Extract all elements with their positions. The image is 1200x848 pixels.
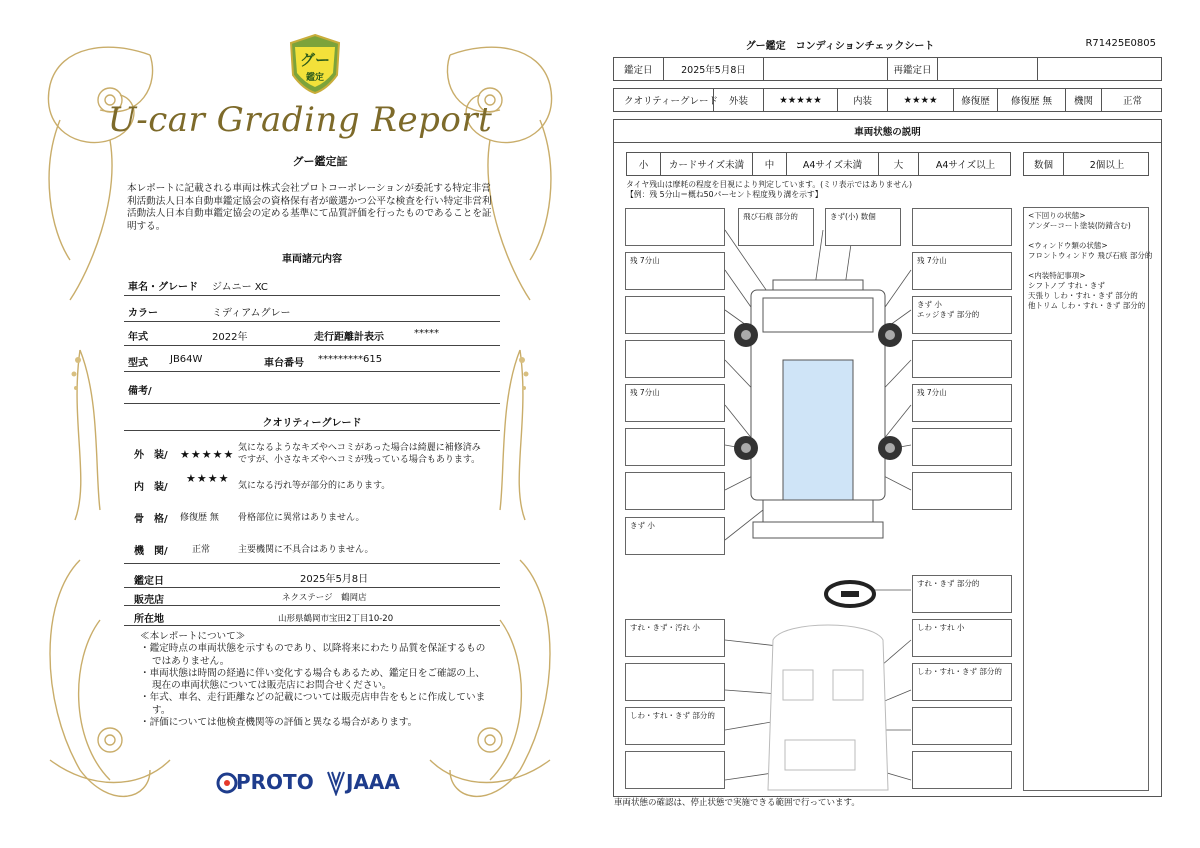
model-value: JB64W — [170, 354, 203, 365]
shop-value: ネクステージ 鶴岡店 — [282, 593, 367, 603]
address-value: 山形県鶴岡市宝田2丁目10-20 — [278, 614, 394, 624]
count-legend — [1023, 152, 1149, 176]
repair-value: 修復歴 無 — [998, 89, 1066, 111]
label-box-blank — [912, 428, 1012, 466]
interior-title: <内装特記事項> — [1028, 271, 1086, 280]
color-label: カラー — [128, 308, 158, 319]
label-box-blank — [625, 340, 725, 378]
size-large-desc: A4サイズ以上 — [935, 160, 996, 171]
label-tire-rr: 残 7分山 — [912, 384, 1012, 422]
label-seat-l: すれ・きず・汚れ 小 — [625, 619, 725, 657]
name-value: ジムニー XC — [212, 282, 268, 293]
notes-title: ≪本レポートについて≫ — [140, 631, 246, 642]
label-box-blank — [625, 428, 725, 466]
interior-stars: ★★★★ — [888, 89, 954, 111]
quality-frame-row — [124, 502, 500, 532]
count-desc: 2個以上 — [1089, 160, 1125, 171]
engine-value: 正常 — [1122, 96, 1142, 107]
label-scratch-edge — [912, 296, 1012, 334]
spec-row-model — [124, 346, 500, 372]
sheet-footer-note: 車両状態の確認は、停止状態で実施できる範囲で行っています。 — [614, 798, 860, 808]
appraisal-date-value: 2025年5月8日 — [300, 574, 369, 585]
size-medium-desc: A4サイズ未満 — [787, 153, 879, 175]
label-box-blank — [625, 751, 725, 789]
appraisal-date-label: 鑑定日 — [134, 576, 164, 587]
engine-value: 正常 — [192, 545, 211, 555]
interior-label: 内 装/ — [134, 482, 168, 493]
label-box-blank — [625, 472, 725, 510]
exterior-label: 外 装/ — [134, 450, 168, 461]
size-small: 小 — [627, 153, 661, 175]
name-label: 車名・グレード — [128, 282, 198, 293]
badge-top-text: グー — [299, 51, 331, 69]
report-title: U-car Grading Report — [107, 100, 493, 140]
label-tire-rl: 残 7分山 — [625, 384, 725, 422]
spec-row-color — [124, 296, 500, 322]
tire-note-2: 【例：残 5分山＝概ね50パーセント程度残り溝を示す】 — [626, 190, 823, 199]
size-medium: 中 — [753, 153, 787, 175]
label-scratch-edge-1: きず 小 — [917, 300, 942, 309]
chassis-label: 車台番号 — [264, 358, 304, 369]
report-notes — [140, 631, 490, 729]
goo-appraisal-badge — [287, 33, 343, 95]
label-box-blank — [912, 208, 1012, 246]
interior-label: 内装 — [838, 89, 888, 111]
model-label: 型式 — [128, 358, 148, 369]
note-item: ・年式、車名、走行距離などの記載については販売店申告をもとに作成しています。 — [140, 692, 486, 716]
label-steering: すれ・きず 部分的 — [912, 575, 1012, 613]
mileage-value: ***** — [414, 328, 439, 339]
jaaa-logo: JAAA — [346, 770, 400, 794]
label-tire-fl: 残 7分山 — [625, 252, 725, 290]
quality-interior-row — [124, 468, 500, 498]
label-scratch-edge-2: エッジきず 部分的 — [917, 310, 980, 319]
address-row — [124, 606, 500, 626]
exterior-stars: ★★★★★ — [180, 448, 235, 461]
chassis-value: *********615 — [318, 354, 383, 365]
date-header-row — [613, 57, 1162, 81]
engine-label: 機 関/ — [134, 546, 168, 557]
size-legend — [626, 152, 1011, 176]
remarks-label: 備考/ — [128, 386, 152, 397]
window-title: <ウィンドウ類の状態> — [1028, 241, 1108, 250]
spec-row-year — [124, 322, 500, 346]
count-label: 数個 — [1024, 153, 1064, 175]
label-seat-r: しわ・すれ 小 — [912, 619, 1012, 657]
jaaa-logo-icon — [326, 770, 346, 796]
mileage-label: 走行距離計表示 — [314, 332, 384, 343]
label-box-blank — [625, 296, 725, 334]
frame-value: 修復歴 無 — [180, 513, 219, 523]
interior-text: 気になる汚れ等が部分的にあります。 — [238, 481, 391, 491]
frame-label: 骨 格/ — [134, 514, 168, 525]
interior-note-3: 他トリム しわ・すれ・きず 部分的 — [1028, 301, 1146, 310]
label-scratch-rear: きず 小 — [625, 517, 725, 555]
note-item: ・車両状態は時間の経過に伴い変化する場合もあるため、鑑定日をご確認の上、現在の車両状態については販売店にお問合せください。 — [140, 667, 485, 692]
certificate-text: 本レポートに記載される車両は株式会社プロトコーポレーションが委託する特定非営利活動法人日本自動車鑑定協会の資格保有者が厳選かつ公平な検査を行い特定非営利活動法人日本自動車鑑定協会の定める基準にて品質評価を行ったものであることを証明する。 — [127, 183, 492, 232]
grade-header-row — [613, 88, 1162, 112]
reappraisal-label: 再鑑定日 — [888, 58, 938, 80]
date-blank — [764, 58, 888, 80]
label-box-blank — [912, 472, 1012, 510]
label-floor-l: しわ・すれ・きず 部分的 — [625, 707, 725, 745]
repair-label: 修復歴 — [954, 89, 998, 111]
spec-row-remarks — [124, 372, 500, 404]
spec-heading: 車両諸元内容 — [282, 254, 342, 265]
reappraisal-blank — [1038, 58, 1163, 80]
shop-row — [124, 588, 500, 606]
interior-note-1: シフトノブ すれ・きず — [1028, 281, 1105, 290]
date-label: 鑑定日 — [614, 58, 664, 80]
label-scratch-top: きず(小) 数個 — [825, 208, 901, 246]
year-label: 年式 — [128, 332, 148, 343]
quality-grade-label: クオリティーグレード — [614, 89, 714, 111]
engine-label: 機関 — [1066, 89, 1102, 111]
steering-wheel-icon — [826, 582, 874, 606]
interior-note-2: 天張り しわ・すれ・きず 部分的 — [1028, 291, 1138, 300]
reappraisal-value — [938, 58, 1038, 80]
date-value: 2025年5月8日 — [664, 58, 764, 80]
tire-note-1: タイヤ残山は摩耗の程度を目視により判定しています。(ミリ表示ではありません) — [626, 180, 912, 189]
exterior-text-1: 気になるようなキズやヘコミがあった場合は綺麗に補修済み — [238, 443, 481, 453]
condition-heading: 車両状態の説明 — [613, 119, 1162, 143]
color-value: ミディアムグレー — [212, 308, 291, 319]
label-box-blank — [912, 751, 1012, 789]
exterior-label: 外装 — [714, 89, 764, 111]
label-box-blank — [912, 340, 1012, 378]
address-label: 所在地 — [134, 614, 164, 625]
proto-logo: PROTO — [236, 770, 314, 794]
exterior-text-2: ですが、小さなキズやヘコミが残っている場合もあります。 — [238, 455, 481, 465]
sheet-code: R71425E0805 — [1085, 38, 1156, 49]
quality-divider — [124, 430, 500, 431]
frame-text: 骨格部位に異常はありません。 — [238, 513, 365, 523]
year-value: 2022年 — [212, 332, 248, 343]
label-seat-rr: しわ・すれ・きず 部分的 — [912, 663, 1012, 701]
window-note: フロントウィンドウ 飛び石痕 部分的 — [1028, 251, 1153, 260]
shop-label: 販売店 — [134, 595, 164, 606]
size-small-desc: カードサイズ未満 — [661, 153, 753, 175]
note-item: ・鑑定時点の車両状態を示すものであり、以降将来にわたり品質を保証するものではありません。 — [140, 643, 486, 667]
proto-logo-icon — [216, 772, 238, 796]
size-large: 大 — [879, 153, 919, 175]
sheet-title: グー鑑定 コンディションチェックシート — [745, 41, 935, 52]
spec-row-name — [124, 270, 500, 296]
label-box-blank — [625, 663, 725, 701]
interior-stars: ★★★★ — [186, 472, 230, 485]
quality-exterior-row — [124, 432, 500, 468]
engine-text: 主要機関に不具合はありません。 — [238, 545, 374, 555]
note-item: ・評価については他検査機関等の評価と異なる場合があります。 — [140, 717, 418, 729]
badge-bottom-text: 鑑定 — [305, 73, 325, 83]
label-chip: 飛び石痕 部分的 — [738, 208, 814, 246]
quality-engine-row — [124, 534, 500, 564]
label-box-blank — [625, 208, 725, 246]
certificate-title: グー鑑定証 — [292, 155, 348, 168]
under-title: <下回りの状態> — [1028, 211, 1086, 220]
date-row — [124, 566, 500, 588]
label-box-blank — [912, 707, 1012, 745]
exterior-stars: ★★★★★ — [764, 89, 838, 111]
special-notes-panel — [1023, 207, 1153, 791]
label-tire-fr: 残 7分山 — [912, 252, 1012, 290]
logos — [216, 770, 416, 800]
under-note: アンダーコート塗装(防錆含む) — [1028, 221, 1131, 230]
quality-heading: クオリティーグレード — [262, 418, 362, 429]
